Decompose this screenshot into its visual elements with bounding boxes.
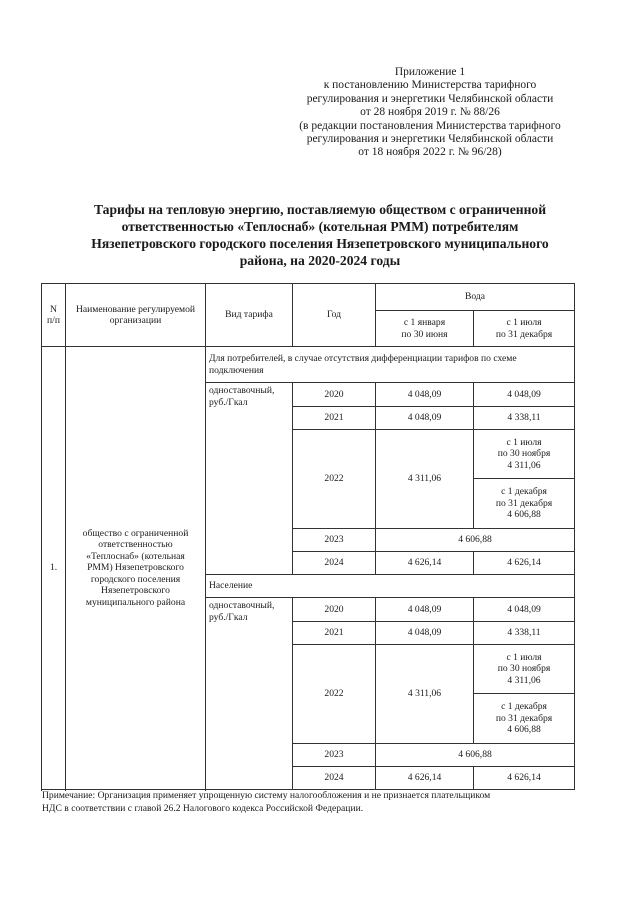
subperiod-text: с 1 июля	[506, 436, 542, 448]
tariff-type	[206, 383, 293, 575]
title-line: Тарифы на тепловую энергию, поставляемую обществом с ограниченной	[93, 202, 547, 217]
value-cell: 4 626,14	[474, 552, 575, 575]
year-cell: 2021	[293, 622, 376, 645]
tariff-type	[206, 598, 293, 790]
footnote-line: Примечание: Организация применяет упрощенную систему налогообложения и не признается плательщиком	[42, 790, 491, 801]
value-cell: 4 048,09	[376, 622, 474, 645]
organization-name	[66, 347, 206, 790]
year-cell: 2021	[293, 407, 376, 430]
title-line: района, на 2020-2024 годы	[239, 253, 401, 268]
tariff-type-line: одноставочный,	[209, 600, 275, 611]
group-title-line: Для потребителей, в случае отсутствия дифференциации тарифов по схеме	[209, 353, 517, 364]
tariff-type-line: руб./Гкал	[209, 396, 248, 408]
subperiod-text: с 1 декабря	[501, 486, 547, 498]
tariff-type-line: одноставочный,	[209, 385, 275, 396]
subperiod-text: с 1 июля	[506, 651, 542, 663]
organization-line: ответственностью	[98, 539, 173, 551]
value-cell: 4 626,14	[474, 767, 575, 790]
tariff-table	[41, 283, 575, 790]
row-number: 1.	[42, 347, 66, 790]
subperiod-text: с 1 декабря	[501, 701, 547, 713]
document-title	[60, 201, 580, 269]
title-line: Нязепетровского городского поселения Нязепетровского муниципального	[91, 236, 549, 251]
header-text: с 1 января	[403, 317, 446, 328]
value-cell: 4 311,06	[376, 430, 474, 529]
appendix-line: от 28 ноября 2019 г. № 88/26	[360, 106, 500, 119]
value-cell: 4 311,06	[376, 645, 474, 744]
appendix-line: регулирования и энергетики Челябинской области	[306, 92, 554, 105]
group-title	[206, 347, 575, 383]
header-period-2	[474, 311, 575, 347]
year-cell: 2023	[293, 529, 376, 552]
subperiod-value: 4 311,06	[507, 459, 541, 471]
header-organization	[66, 284, 206, 347]
value-cell: 4 048,09	[376, 598, 474, 622]
header-text: организации	[109, 315, 162, 326]
value-subperiod-cell	[474, 645, 575, 694]
value-cell: 4 626,14	[376, 552, 474, 575]
subperiod-value: 4 311,06	[507, 674, 541, 686]
value-subperiod-cell	[474, 479, 575, 529]
value-cell: 4 048,09	[376, 383, 474, 407]
header-text: по 31 декабря	[495, 328, 553, 340]
header-text: N	[50, 303, 57, 315]
appendix-line: к постановлению Министерства тарифного	[323, 79, 537, 92]
value-cell: 4 338,11	[474, 622, 575, 645]
footnote	[42, 790, 582, 815]
header-year: Год	[293, 284, 376, 347]
value-cell: 4 048,09	[474, 598, 575, 622]
year-cell: 2022	[293, 430, 376, 529]
footnote-line: НДС в соответствии с главой 26.2 Налогового кодекса Российской Федерации.	[42, 802, 364, 814]
title-line: ответственностью «Теплоснаб» (котельная РММ) потребителям	[121, 219, 519, 234]
year-cell: 2024	[293, 767, 376, 790]
appendix-line: регулирования и энергетики Челябинской области	[306, 133, 554, 146]
table-header-row	[42, 284, 575, 311]
value-cell: 4 606,88	[376, 529, 575, 552]
group-title-line: подключения	[209, 364, 264, 376]
subperiod-text: по 31 декабря	[495, 497, 553, 509]
year-cell: 2024	[293, 552, 376, 575]
organization-line: Нязепетровского	[101, 585, 170, 597]
header-text: п/п	[47, 315, 60, 326]
header-text: по 30 июня	[401, 328, 448, 340]
header-water: Вода	[376, 284, 575, 311]
group-title: Население	[206, 575, 575, 598]
appendix-line: (в редакции постановления Министерства тарифного	[299, 119, 561, 132]
appendix-line: Приложение 1	[394, 66, 466, 78]
header-text: с 1 июля	[506, 317, 542, 328]
subperiod-value: 4 606,88	[507, 724, 541, 736]
value-subperiod-cell	[474, 694, 575, 744]
header-number	[42, 284, 66, 347]
organization-line: городского поселения	[90, 573, 181, 585]
value-subperiod-cell	[474, 430, 575, 479]
tariff-type-line: руб./Гкал	[209, 611, 248, 623]
subperiod-text: по 30 ноября	[497, 663, 551, 675]
appendix-header	[280, 66, 580, 160]
header-tariff-type: Вид тарифа	[206, 284, 293, 347]
header-text: Наименование регулируемой	[75, 303, 196, 315]
year-cell: 2023	[293, 744, 376, 767]
value-cell: 4 048,09	[376, 407, 474, 430]
appendix-line: от 18 ноября 2022 г. № 96/28)	[358, 146, 502, 159]
subperiod-text: по 31 декабря	[495, 712, 553, 724]
year-cell: 2020	[293, 383, 376, 407]
value-cell: 4 048,09	[474, 383, 575, 407]
organization-line: общество с ограниченной	[82, 527, 189, 539]
value-cell: 4 626,14	[376, 767, 474, 790]
organization-line: РММ) Нязепетровского	[87, 562, 184, 574]
subperiod-value: 4 606,88	[507, 509, 541, 521]
value-cell: 4 606,88	[376, 744, 575, 767]
year-cell: 2020	[293, 598, 376, 622]
year-cell: 2022	[293, 645, 376, 744]
subperiod-text: по 30 ноября	[497, 448, 551, 460]
header-period-1	[376, 311, 474, 347]
organization-line: муниципального района	[85, 596, 186, 608]
table-row	[42, 347, 575, 383]
organization-line: «Теплоснаб» (котельная	[86, 550, 185, 562]
value-cell: 4 338,11	[474, 407, 575, 430]
